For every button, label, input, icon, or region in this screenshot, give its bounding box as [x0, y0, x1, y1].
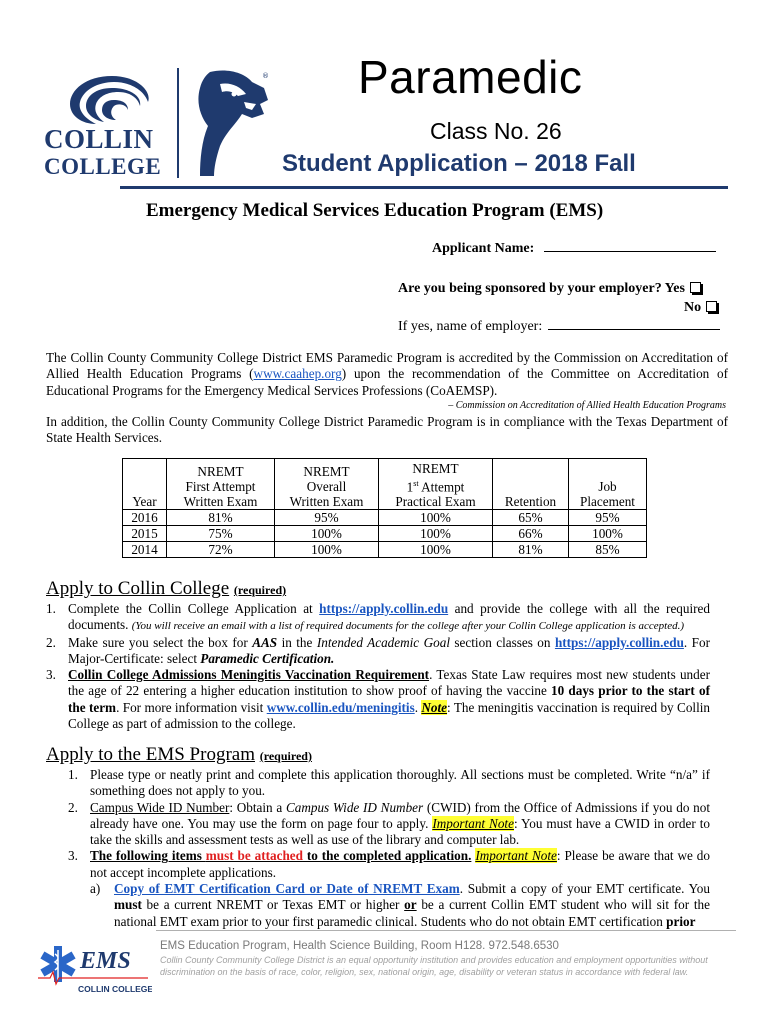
logo-swirl-icon: [66, 72, 158, 126]
or-text: or: [404, 897, 417, 913]
cwid-title: Campus Wide ID Number: [90, 799, 230, 815]
cell: 75%: [167, 526, 275, 542]
employer-field[interactable]: [398, 318, 720, 335]
list-item: [46, 601, 710, 635]
cell: 95%: [569, 510, 647, 526]
logo-divider: [177, 68, 179, 178]
table-row: [123, 542, 647, 558]
page-title: Paramedic: [358, 51, 583, 103]
cell: 65%: [493, 510, 569, 526]
item-text: section classes on: [449, 634, 555, 650]
item-number: 3.: [68, 848, 78, 864]
cell: 95%: [275, 510, 379, 526]
accreditation-text-a: The Collin County Community College District EMS Paramedic Program is accredited by the Commission on Accreditation of Allied Health Education Programs (: [46, 350, 728, 382]
list-item: [46, 667, 710, 732]
list-item: [68, 848, 710, 881]
list-item: [68, 767, 710, 800]
cell: 100%: [275, 526, 379, 542]
item-text: : Obtain a: [229, 799, 286, 815]
item-text: . Texas State Law requires most new students under the age of 22 entering a higher education institution to show proof of having the vaccine: [68, 667, 710, 699]
header: [0, 0, 770, 195]
prior-text: prior: [666, 913, 696, 929]
item-text: . Submit a copy of your EMT certificate. You: [459, 881, 710, 897]
item-text: : Please be aware that we do not accept incomplete applications.: [90, 848, 710, 880]
cell: 85%: [569, 542, 647, 558]
applicant-name-label: Applicant Name:: [432, 241, 535, 256]
header-first-attempt: NREMT First Attempt Written Exam: [167, 459, 275, 510]
footer-eeo-notice: Collin County Community College District is an equal opportunity institution and provides education and employment opportunities without discrimination on the basis of race, color, religion, sex, national origin, age, disability or veteran status in accordance with federal law.: [160, 955, 708, 977]
item-text: (CWID) from the Office of Admissions if you do not already have one. You may use the form on page four to apply.: [90, 799, 710, 831]
title-divider: [120, 186, 728, 189]
item-number: 1.: [68, 767, 78, 782]
outcomes-table: [122, 458, 647, 558]
item-text: be a current Collin EMT student who will sit for the national EMT exam prior to your first paramedic clinical. Students who do not obtain EMT certification: [114, 897, 710, 929]
program-name: Emergency Medical Services Education Program (EMS): [146, 200, 604, 221]
item-text: Please type or neatly print and complete this application thoroughly. All sections must be completed. Write “n/a” if something does not apply to you.: [90, 767, 710, 799]
cell: 100%: [379, 526, 493, 542]
cell: 100%: [569, 526, 647, 542]
ems-logo-text: EMS: [80, 948, 131, 974]
subitem-letter: a): [90, 881, 101, 897]
star-of-life-icon: [36, 934, 152, 1004]
cell: 72%: [167, 542, 275, 558]
item-text: .: [414, 699, 422, 715]
sponsor-yes-checkbox[interactable]: [690, 282, 701, 293]
table-row: [123, 526, 647, 542]
meningitis-title: Collin College Admissions Meningitis Vaccination Requirement: [68, 667, 430, 683]
item-text: . For more information visit: [116, 699, 267, 715]
svg-text:®: ®: [262, 72, 269, 80]
accreditation-text-b: ) upon the recommendation of the Committee on Accreditation of Educational Programs for the Emergency Medical Services Professions (CoAEMSP).: [46, 366, 728, 398]
sponsor-no-label: No: [684, 300, 702, 315]
employer-label: If yes, name of employer:: [398, 319, 543, 334]
sponsor-question: [398, 281, 701, 297]
cell: 2014: [123, 542, 167, 558]
item-text: Complete the Collin College Application at: [68, 601, 320, 616]
sponsor-no-checkbox[interactable]: [706, 301, 717, 312]
collin-college-logo: [44, 72, 174, 182]
accreditation-citation: – Commission on Accreditation of Allied Health Education Programs: [448, 400, 726, 411]
header-year: Year: [123, 459, 167, 510]
item-number: 2.: [68, 799, 78, 815]
applicant-name-field[interactable]: [432, 240, 716, 257]
goal-text: Intended Academic Goal: [316, 634, 450, 650]
list-item: [68, 800, 710, 849]
applicant-name-line[interactable]: [544, 240, 716, 252]
table-header-row: [123, 459, 647, 510]
item-note: (You will receive an email with a list of required documents for the college after your Collin College application is accepted.): [131, 620, 684, 633]
important-note-highlight: Important Note: [432, 815, 514, 831]
aas-text: AAS: [252, 634, 278, 650]
section-apply-college: [46, 578, 286, 600]
ems-logo: [36, 934, 152, 1004]
emt-certification-title: Copy of EMT Certification Card or Date of NREMT Exam: [114, 881, 460, 897]
logo-college-text: COLLEGE: [44, 154, 162, 179]
meningitis-link[interactable]: www.collin.edu/meningitis: [266, 699, 415, 715]
item-text: in the: [277, 634, 317, 650]
note-highlight: Note: [421, 699, 448, 715]
cell: 100%: [275, 542, 379, 558]
header-retention: Retention: [493, 459, 569, 510]
attach-text: The following items: [90, 848, 206, 864]
accreditation-paragraph: [46, 350, 728, 399]
ems-logo-college-text: COLLIN COLLEGE: [78, 984, 152, 994]
apply-college-list: [46, 601, 710, 732]
attach-text: to the completed application.: [302, 848, 472, 864]
item-text: . For Major-Certificate: select: [68, 634, 710, 666]
item-number: 1.: [46, 601, 56, 616]
apply-collin-link[interactable]: https://apply.collin.edu: [319, 601, 449, 616]
item-text: Make sure you select the box for: [68, 634, 253, 650]
cell: 81%: [493, 542, 569, 558]
logo-collin-text: COLLIN: [44, 124, 154, 154]
certification-text: Paramedic Certification.: [200, 650, 335, 666]
cell: 2015: [123, 526, 167, 542]
class-number: Class No. 26: [430, 118, 562, 144]
caahep-link[interactable]: www.caahep.org: [253, 366, 342, 382]
cougar-mascot-icon: [190, 66, 272, 178]
item-text: be a current NREMT or Texas EMT or higher: [141, 897, 405, 913]
footer-divider: [156, 930, 736, 931]
footer-address: EMS Education Program, Health Science Building, Room H128. 972.548.6530: [160, 940, 559, 952]
must-attach-text: must be attached: [205, 848, 303, 864]
item-text: : You must have a CWID in order to take the skills and assessment tests as well as use of the library and computer lab.: [90, 815, 710, 848]
application-title: Student Application – 2018 Fall: [282, 150, 636, 177]
header-job-placement: Job Placement: [569, 459, 647, 510]
important-note-highlight: Important Note: [475, 848, 557, 864]
cell: 66%: [493, 526, 569, 542]
compliance-paragraph: In addition, the Collin County Community College District Paramedic Program is in compliance with the Texas Department of State Health Services.: [46, 414, 728, 446]
required-tag: (required): [233, 583, 287, 597]
days-text: 10 days prior to the start of the term: [68, 683, 710, 715]
section-apply-ems-title: Apply to the EMS Program: [46, 744, 255, 765]
cell: 2016: [123, 510, 167, 526]
employer-name-line[interactable]: [548, 318, 720, 330]
sponsor-no-option: [684, 300, 717, 316]
list-subitem: [68, 881, 710, 930]
cwid-text: Campus Wide ID Number: [285, 799, 424, 815]
table-row: [123, 510, 647, 526]
item-number: 2.: [46, 634, 56, 650]
item-number: 3.: [46, 667, 56, 683]
required-tag: (required): [259, 749, 312, 763]
header-overall: NREMT Overall Written Exam: [275, 459, 379, 510]
list-item: [46, 635, 710, 668]
apply-ems-list: [68, 767, 710, 930]
footer: [36, 928, 736, 1008]
cell: 100%: [379, 510, 493, 526]
section-apply-college-title: Apply to Collin College: [46, 578, 230, 599]
apply-collin-link-2[interactable]: https://apply.collin.edu: [554, 634, 684, 650]
section-apply-ems: [46, 744, 312, 766]
item-text: : The meningitis vaccination is required by Collin College as part of admission to the college.: [68, 699, 711, 732]
cell: 100%: [379, 542, 493, 558]
cell: 81%: [167, 510, 275, 526]
must-text: must: [114, 897, 142, 913]
header-practical: NREMT 1st Attempt Practical Exam: [379, 459, 493, 510]
item-text: and provide the college with all the required documents.: [68, 601, 710, 633]
sponsor-question-label: Are you being sponsored by your employer? Yes: [398, 281, 685, 296]
